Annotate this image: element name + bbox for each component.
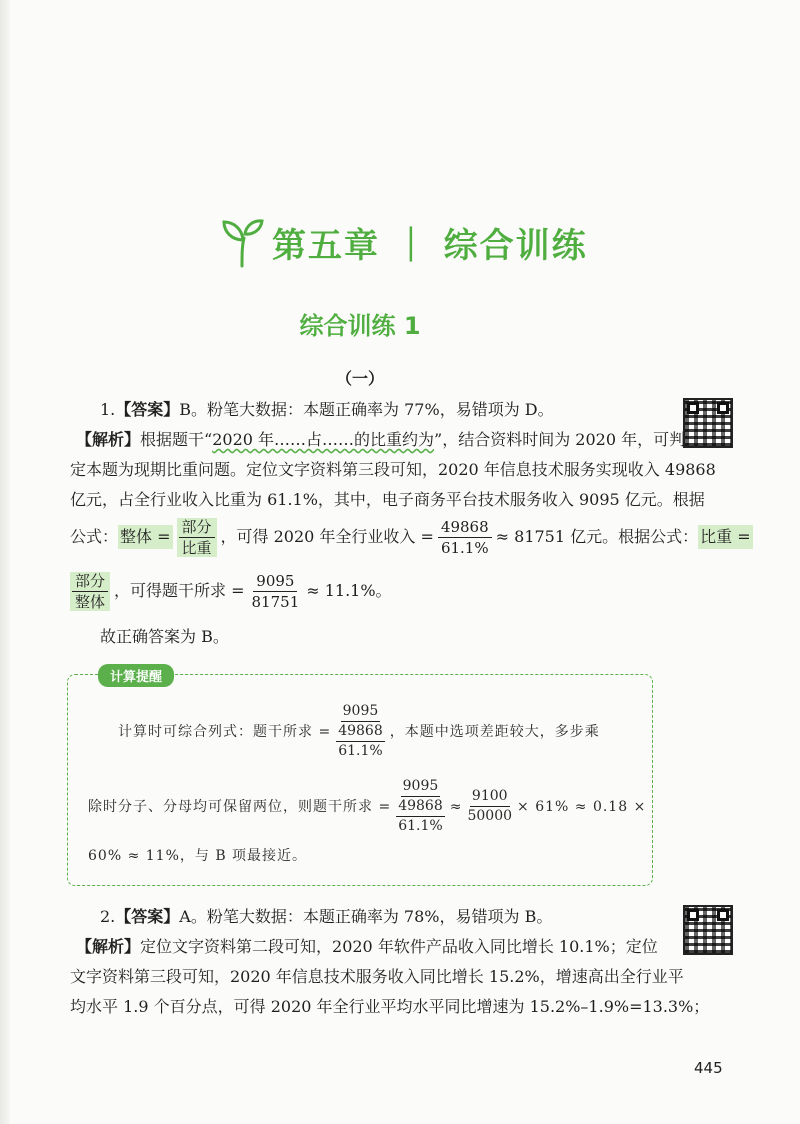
- calc-tip-tag: 计算提醒: [98, 664, 174, 687]
- tip-l2-approx-den: 50000: [467, 808, 513, 824]
- tip-l1-den: [334, 722, 387, 760]
- q2-answer-text: A。粉笔大数据：本题正确率为 78%，易错项为 B。: [179, 907, 553, 926]
- section-label: （一）: [335, 369, 384, 388]
- q1-answer-line: [100, 398, 690, 422]
- tip-l1-fraction: [334, 703, 387, 760]
- tip-l1-b: ，本题中选项差距较大，多步乘: [389, 723, 600, 740]
- q1-result-den: 81751: [251, 592, 300, 611]
- q2-analysis-line-2: 文字资料第三段可知，2020 年信息技术服务收入同比增长 15.2%，增速高出全行业平: [70, 967, 684, 986]
- q1-l5-part: 部分: [72, 572, 108, 592]
- q1-ratio-den: 比重: [181, 538, 212, 557]
- qr-code-q1[interactable]: [683, 398, 733, 448]
- q1-part-num: 部分: [179, 518, 215, 538]
- q1-formula-line-1: [70, 516, 751, 558]
- q2-analysis-line-3: 均水平 1.9 个百分点，可得 2020 年全行业平均水平同比增速为 15.2%–1.9%=13.3%；: [70, 997, 710, 1016]
- q1-ratio-fraction: [177, 518, 217, 557]
- q1-analysis-line-1: [76, 428, 686, 452]
- q2-analysis-tag: 【解析】: [76, 937, 141, 956]
- tip-l2-inner-num: 49868: [396, 798, 445, 817]
- q1-l4-c: ≈ 81751 亿元。根据公式：: [495, 527, 699, 546]
- page-number: 445: [694, 1059, 723, 1077]
- q1-part-whole-fraction: [70, 572, 110, 611]
- tip-l2-num: 9095: [401, 778, 441, 797]
- tip-l1-inner-num: 49868: [336, 723, 385, 742]
- q1-total-fraction: [438, 518, 492, 557]
- tip-l1-inner-den: 61.1%: [338, 743, 383, 759]
- tip-l2-b: ≈: [449, 798, 463, 815]
- q1-number: 1.: [100, 400, 116, 419]
- q1-answer-text: B。粉笔大数据：本题正确率为 77%，易错项为 D。: [179, 400, 554, 419]
- chapter-title: 第五章 ｜ 综合训练: [272, 225, 588, 266]
- q1-result-fraction: [249, 572, 303, 611]
- tip-l1-inner-fraction: [336, 723, 385, 760]
- q1-result-num: 9095: [253, 572, 297, 592]
- tip-l2-approx-fraction: [465, 788, 514, 825]
- q2-answer-line: [100, 905, 690, 929]
- q1-analysis-line-3: 亿元，占全行业收入比重为 61.1%，其中，电子商务平台技术服务收入 9095 亿元。根据: [70, 490, 705, 509]
- q2-number: 2.: [100, 907, 116, 926]
- q1-l5-b: ≈ 11.1%。: [306, 581, 392, 600]
- q1-formula-line-2: [70, 570, 660, 612]
- q1-analysis-tag: 【解析】: [76, 430, 141, 449]
- tip-line-1: [118, 703, 600, 760]
- tip-l2-a: 除时分子、分母均可保留两位，则题干所求 =: [88, 798, 392, 815]
- q2-l1: 定位文字资料第二段可知，2020 年软件产品收入同比增长 10.1%；定位: [140, 937, 658, 956]
- tip-l2-fraction: [394, 778, 447, 835]
- q1-answer-tag: 【答案】: [115, 400, 180, 419]
- tip-l2-inner-den: 61.1%: [398, 818, 443, 834]
- q1-l4-a: 公式：: [70, 527, 119, 546]
- sprout-icon: [218, 216, 266, 268]
- q2-analysis-line-1: [76, 935, 666, 959]
- q1-l4-b: ，可得 2020 年全行业收入 =: [220, 527, 434, 546]
- q1-l5-whole: 整体: [75, 592, 106, 611]
- q1-proportion-label: 比重 =: [698, 525, 753, 549]
- tip-line-3: 60% ≈ 11%，与 B 项最接近。: [88, 848, 308, 864]
- page-gutter-shadow: [0, 0, 10, 1124]
- q1-l1-wavy: 2020 年……占……的比重约为: [212, 430, 435, 449]
- qr-code-q2[interactable]: [683, 905, 733, 955]
- q1-l1-a: 根据题干“: [140, 430, 213, 449]
- q1-whole-label: 整体 =: [118, 525, 173, 549]
- subtitle: 综合训练 1: [299, 312, 421, 340]
- tip-l2-approx-num: 9100: [470, 788, 510, 807]
- q1-l1-b: ”，结合资料时间为 2020 年，可判: [434, 430, 686, 449]
- q1-conclusion: 故正确答案为 B。: [100, 627, 229, 646]
- q1-l5-a: ，可得题干所求 =: [114, 581, 245, 600]
- q2-answer-tag: 【答案】: [115, 907, 180, 926]
- tip-line-2: [88, 778, 646, 835]
- q1-analysis-line-2: 定本题为现期比重问题。定位文字资料第三段可知，2020 年信息技术服务实现收入 49868: [70, 460, 716, 479]
- q1-total-num: 49868: [438, 518, 492, 538]
- q1-total-den: 61.1%: [440, 538, 489, 557]
- tip-l1-num: 9095: [341, 703, 381, 722]
- tip-l2-c: × 61% ≈ 0.18 ×: [517, 798, 647, 815]
- chapter-header: [218, 212, 588, 272]
- tip-l2-den: [394, 797, 447, 835]
- tip-l2-inner-fraction: [396, 798, 445, 835]
- tip-l1-a: 计算时可综合列式：题干所求 =: [118, 723, 332, 740]
